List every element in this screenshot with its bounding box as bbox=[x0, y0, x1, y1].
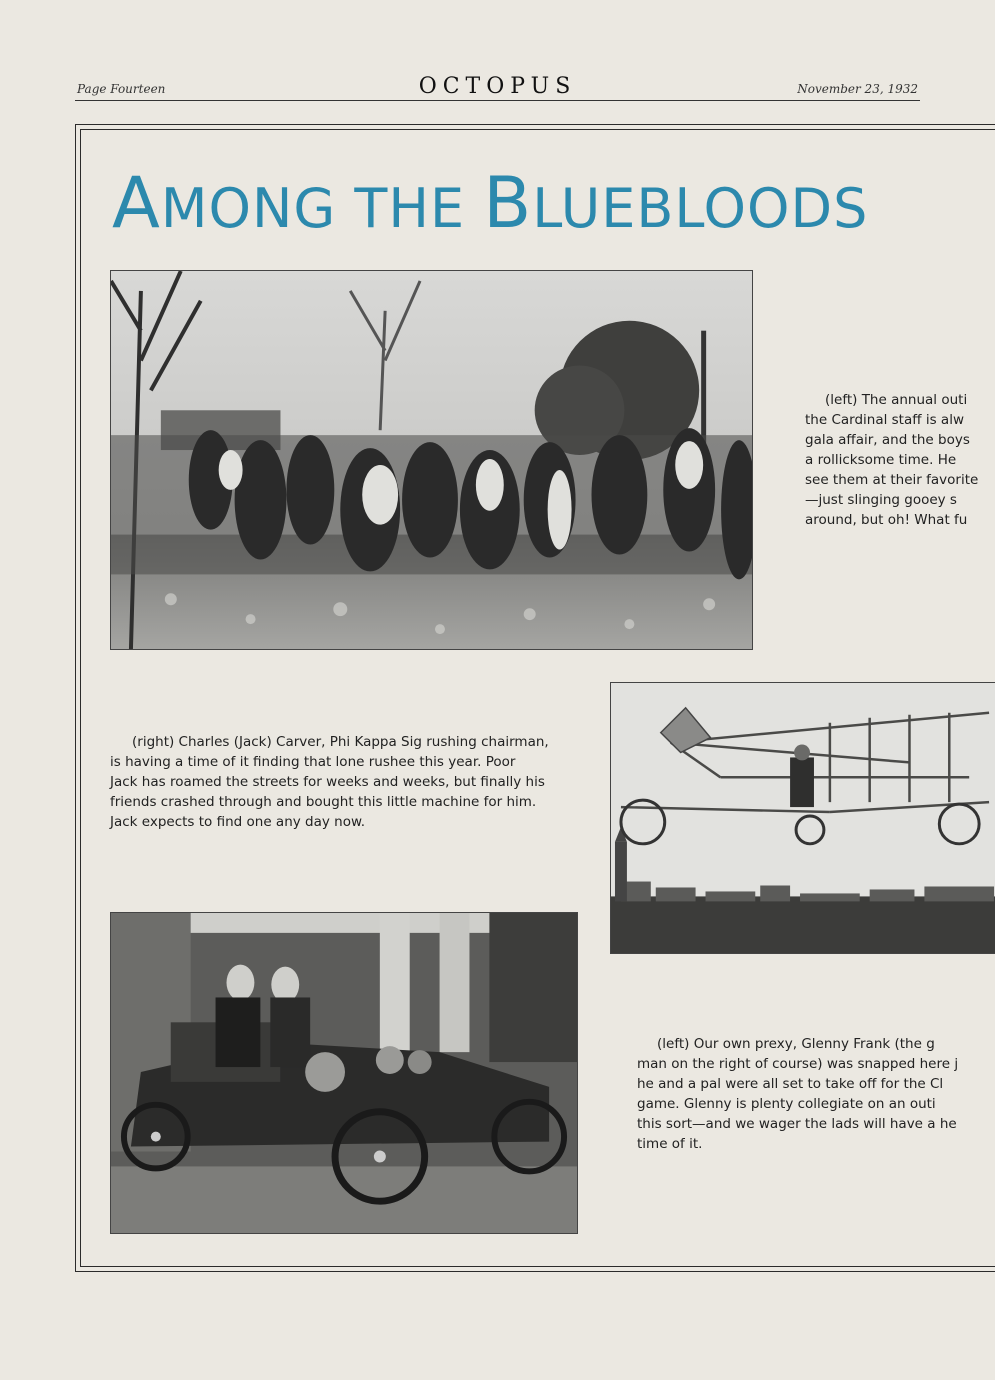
caption-line: (left) The annual outi bbox=[825, 392, 968, 408]
caption-line: Jack has roamed the streets for weeks and weeks, but finally his bbox=[110, 774, 545, 790]
caption-line: game. Glenny is plenty collegiate on an outi bbox=[637, 1096, 936, 1112]
caption-line: time of it. bbox=[637, 1136, 703, 1152]
caption-glenny-frank bbox=[637, 1034, 995, 1154]
airplane-photo-illustration bbox=[611, 683, 995, 953]
title-initial-b: B bbox=[483, 162, 533, 244]
car-photo bbox=[110, 912, 578, 1234]
caption-jack-carver bbox=[110, 732, 575, 832]
airplane-photo bbox=[610, 682, 995, 954]
caption-line: man on the right of course) was snapped here j bbox=[637, 1056, 959, 1072]
crowd-photo-illustration bbox=[111, 271, 752, 649]
caption-line: a rollicksome time. He bbox=[805, 452, 957, 468]
title-part-the: THE bbox=[354, 177, 484, 240]
caption-line: is having a time of it finding that lone rushee this year. Poor bbox=[110, 754, 516, 770]
title-part-luebloods: LUEBLOODS bbox=[532, 177, 869, 240]
caption-line: he and a pal were all set to take off for the Cl bbox=[637, 1076, 944, 1092]
article-title bbox=[112, 162, 868, 244]
issue-date: November 23, 1932 bbox=[797, 82, 918, 96]
header-rule bbox=[75, 100, 920, 101]
title-initial-a: A bbox=[112, 162, 161, 244]
magazine-name: OCTOPUS bbox=[418, 74, 577, 99]
caption-line: this sort—and we wager the lads will have a he bbox=[637, 1116, 957, 1132]
caption-line: Jack expects to find one any day now. bbox=[110, 814, 366, 830]
caption-line: see them at their favorite bbox=[805, 472, 979, 488]
caption-line: (left) Our own prexy, Glenny Frank (the g bbox=[657, 1036, 935, 1052]
caption-line: around, but oh! What fu bbox=[805, 512, 968, 528]
caption-line: the Cardinal staff is alw bbox=[805, 412, 964, 428]
caption-line: —just slinging gooey s bbox=[805, 492, 957, 508]
caption-line: gala affair, and the boys bbox=[805, 432, 970, 448]
car-photo-illustration bbox=[111, 913, 577, 1233]
page-number-label: Page Fourteen bbox=[77, 82, 166, 96]
caption-line: (right) Charles (Jack) Carver, Phi Kappa Sig rushing chairman, bbox=[132, 734, 549, 750]
crowd-photo bbox=[110, 270, 753, 650]
caption-cardinal-outing bbox=[805, 390, 995, 530]
caption-line: friends crashed through and bought this little machine for him. bbox=[110, 794, 537, 810]
page-header bbox=[75, 70, 920, 102]
title-part-among: MONG bbox=[160, 177, 355, 240]
